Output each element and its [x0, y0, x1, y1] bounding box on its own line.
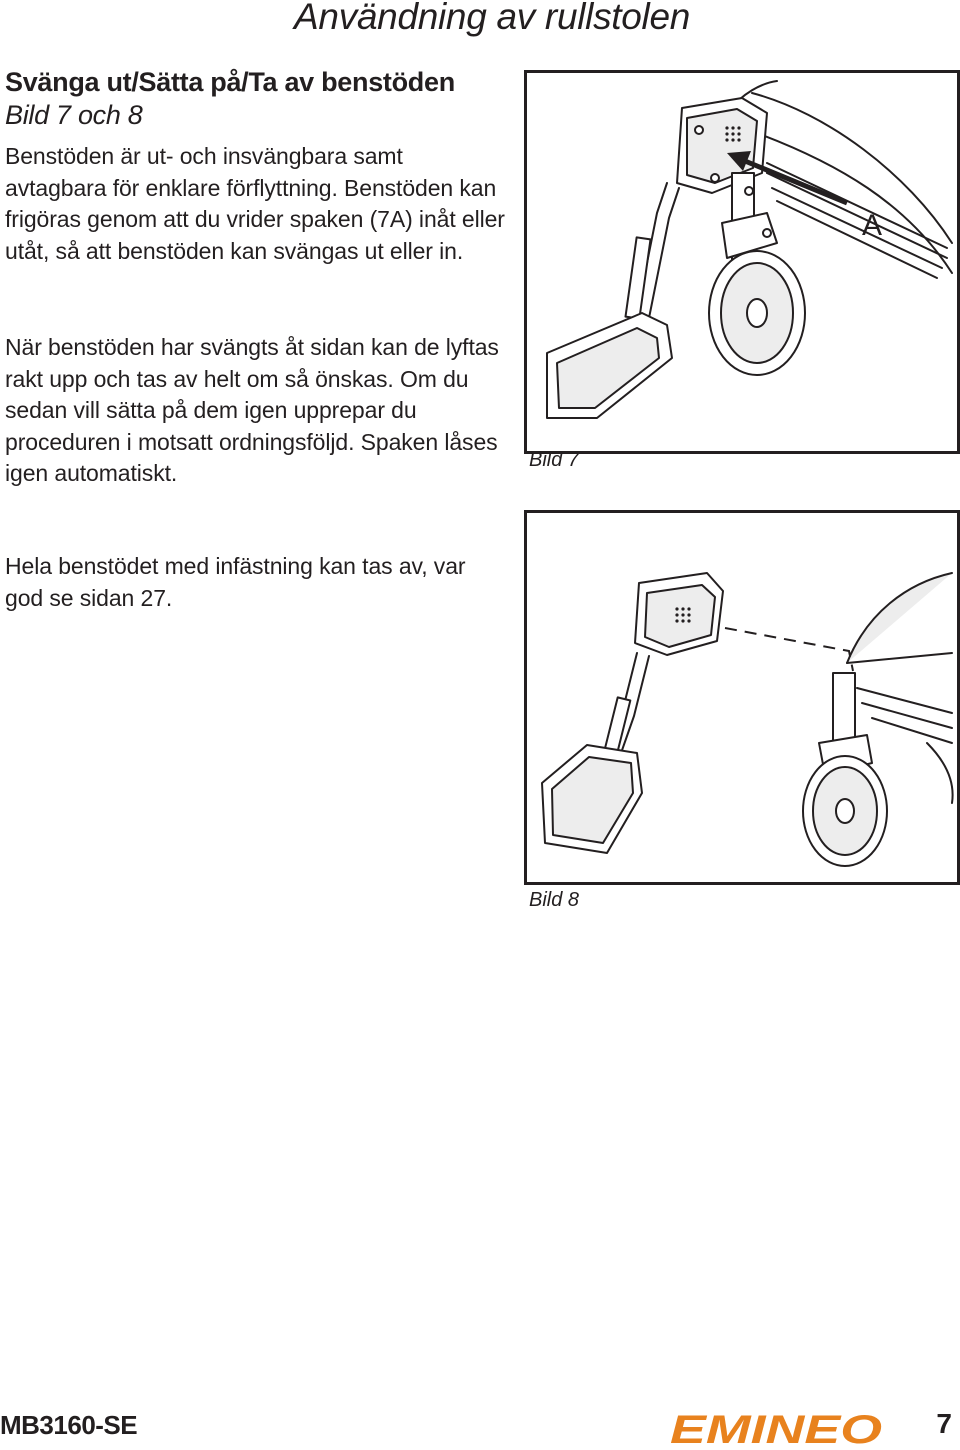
legrest-swing-out-illustration	[527, 73, 957, 451]
body-paragraph-3: Hela benstödet med infästning kan tas av, var god se sidan 27.	[5, 553, 466, 611]
emineo-logo	[670, 1407, 890, 1449]
figure-8	[524, 510, 960, 885]
body-paragraph-1: Benstöden är ut- och insvängbara samt avtagbara för enklare förflyttning. Benstöden kan frigöras genom att du vrider spaken (7A) inåt eller utåt, så att benstöden kan svängas ut eller in.	[5, 143, 505, 264]
callout-label-a: A	[862, 209, 883, 242]
figure-7	[524, 70, 960, 454]
section-heading	[5, 66, 505, 132]
legrest-removal-illustration	[527, 513, 957, 882]
page-number: 7	[936, 1408, 952, 1439]
figure-8-caption: Bild 8	[529, 889, 580, 911]
section-heading-text: Svänga ut/Sätta på/Ta av benstöden	[5, 67, 455, 97]
page-header-title: Användning av rullstolen	[294, 0, 690, 37]
document-id: MB3160-SE	[0, 1410, 138, 1440]
alignment-dashed-line	[725, 628, 853, 671]
brand-name: EMINEO	[670, 1408, 882, 1449]
body-paragraph-2: När benstöden har svängts åt sidan kan de lyftas rakt upp och tas av helt om så önskas. Om du sedan vill sätta på dem igen upprepar du proceduren i motsatt ordningsföljd. Spaken låses igen automatiskt.	[5, 334, 499, 486]
figure-7-caption: Bild 7	[529, 449, 580, 471]
section-heading-figure-ref: Bild 7 och 8	[5, 100, 143, 130]
